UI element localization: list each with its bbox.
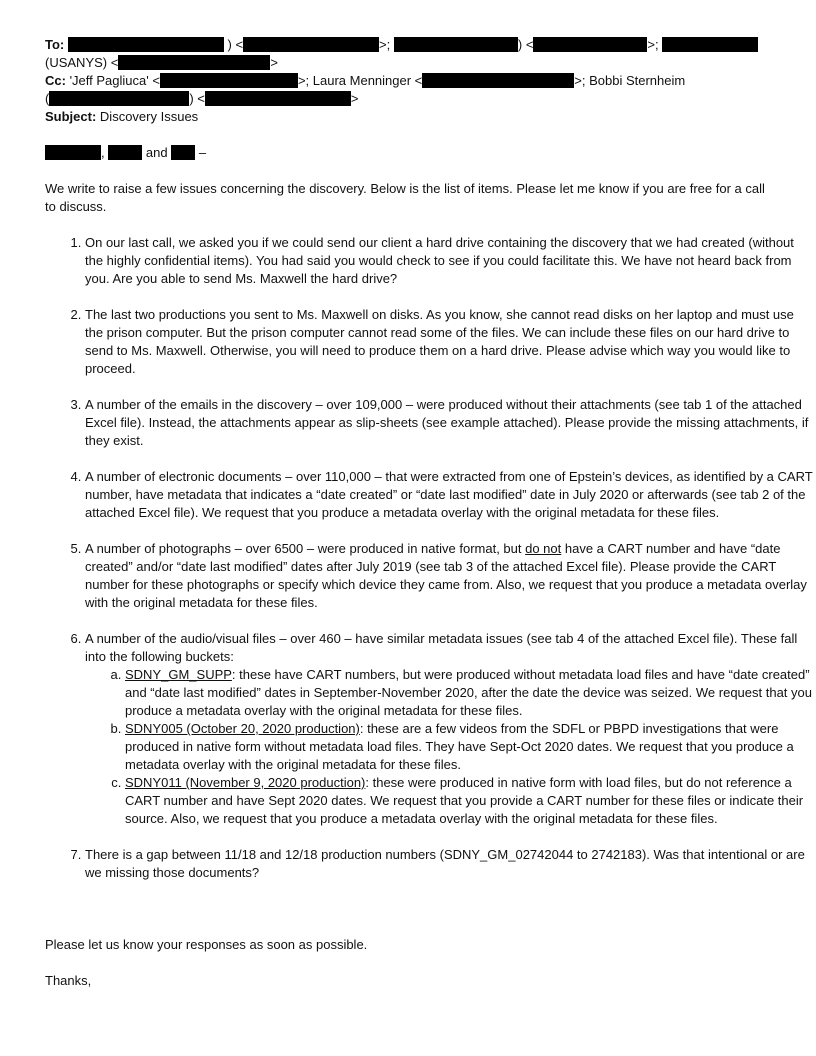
closing-line: Please let us know your responses as soon as possible.: [45, 937, 368, 952]
subject-value: Discovery Issues: [99, 109, 199, 124]
to-line-cont: (USANYS) < >: [45, 55, 278, 70]
cc-label: Cc:: [45, 73, 66, 88]
issue-item-6-intro: A number of the audio/visual files – over 460 – have similar metadata issues (see tab 4 of the attached Excel file). These fall into the following buckets:: [85, 631, 798, 664]
issue-list: [45, 234, 815, 900]
redaction-box: [68, 37, 224, 52]
intro-paragraph: We write to raise a few issues concerning the discovery. Below is the list of items. Please let me know if you are free for a call to discuss.: [45, 181, 765, 214]
issue-item-5: 5. A number of photographs – over 6500 – were produced in native format, but do not have a CART number and have “date created” and/or “date last modified” dates after July 2019 (see tab 3 of the attached Excel file). Please provide the CART number for these photographs or specify which device they came from. Also, we request that you produce a metadata overlay with the original metadata for these files.: [85, 540, 815, 612]
bucket-title: SDNY011 (November 9, 2020 production): [125, 775, 366, 790]
underlined-phrase: do not: [525, 541, 562, 556]
bucket-item: c. SDNY011 (November 9, 2020 production): these were produced in native form with load files, but do not reference a CART number and have Sept 2020 dates. We request that you provide a CART number for these files or indicate their source. Also, we request that you produce a metadata overlay with the original metadata for these files.: [125, 774, 815, 828]
salutation-comma: ,: [101, 145, 105, 160]
bucket-item: b. SDNY005 (October 20, 2020 production): these are a few videos from the SDFL or PBPD investigations that were produced in native form without metadata load files. They have Sept-Oct 2020 dates. We request that you produce a metadata overlay with the original metadata for these files.: [125, 720, 815, 774]
subject-line: [45, 108, 198, 126]
redaction-box: [533, 37, 647, 52]
redaction-box: [49, 91, 189, 106]
redaction-box: [108, 145, 142, 160]
redaction-box: [422, 73, 574, 88]
salutation: [45, 144, 206, 162]
salutation-dash: –: [198, 145, 207, 160]
to-label: To:: [45, 37, 65, 52]
redaction-box: [171, 145, 195, 160]
redaction-box: [243, 37, 379, 52]
cc-name-3: Bobbi Sternheim: [589, 73, 686, 88]
cc-line-cont: ( ) < >: [45, 91, 359, 106]
issue-item-2: 2. The last two productions you sent to Ms. Maxwell on disks. As you know, she cannot read disks on her laptop and must use the prison computer. But the prison computer cannot read some of the files. We can include these files on our hard drive to send to Ms. Maxwell. Otherwise, you will need to produce them on a hard drive. Please advise which way you would like to proceed.: [85, 306, 815, 378]
cc-name-2: Laura Menninger <: [312, 73, 423, 88]
bucket-list: [85, 666, 815, 828]
cc-name-1: 'Jeff Pagliuca' <: [69, 73, 160, 88]
redaction-box: [662, 37, 758, 52]
cc-line: Cc: 'Jeff Pagliuca' < >; Laura Menninger < >; Bobbi Sternheim: [45, 73, 686, 88]
redaction-box: [160, 73, 298, 88]
redaction-box: [118, 55, 270, 70]
issue-item-1: 1. On our last call, we asked you if we could send our client a hard drive containing the discovery that we had created (without the highly confidential items). You had said you would check to see if you could facilitate this. We have not heard back from you. Are you able to send Ms. Maxwell the hard drive?: [85, 234, 815, 288]
signoff: Thanks,: [45, 973, 92, 988]
bucket-title: SDNY_GM_SUPP: [125, 667, 232, 682]
redaction-box: [45, 145, 101, 160]
to-line: To: ) < >; ) < >;: [45, 36, 758, 54]
bucket-title: SDNY005 (October 20, 2020 production): [125, 721, 360, 736]
salutation-and: and: [145, 145, 168, 160]
issue-item-7: 7. There is a gap between 11/18 and 12/18 production numbers (SDNY_GM_02742044 to 2742183). Was that intentional or are we missing those documents?: [85, 846, 815, 882]
bucket-item: a. SDNY_GM_SUPP: these have CART numbers, but were produced without metadata load files and have “date created” and “date last modified” dates in September-November 2020, after the date the device was seized. We request that you produce a metadata overlay with the original metadata for these files.: [125, 666, 815, 720]
issue-item-4: 4. A number of electronic documents – over 110,000 – that were extracted from one of Epstein’s devices, as identified by a CART number, have metadata that indicates a “date created” or “date last modified” date in July 2020 or afterwards (see tab 2 of the attached Excel file). We request that you produce a metadata overlay with the original metadata for these files.: [85, 468, 815, 522]
issue-item-3: 3. A number of the emails in the discovery – over 109,000 – were produced without their attachments (see tab 1 of the attached Excel file). Instead, the attachments appear as slip-sheets (see example attached). Please provide the missing attachments, if they exist.: [85, 396, 815, 450]
redaction-box: [205, 91, 351, 106]
subject-label: Subject:: [45, 109, 97, 124]
to-org: (USANYS) <: [45, 55, 119, 70]
issue-item-6: [85, 630, 815, 828]
redaction-box: [394, 37, 518, 52]
